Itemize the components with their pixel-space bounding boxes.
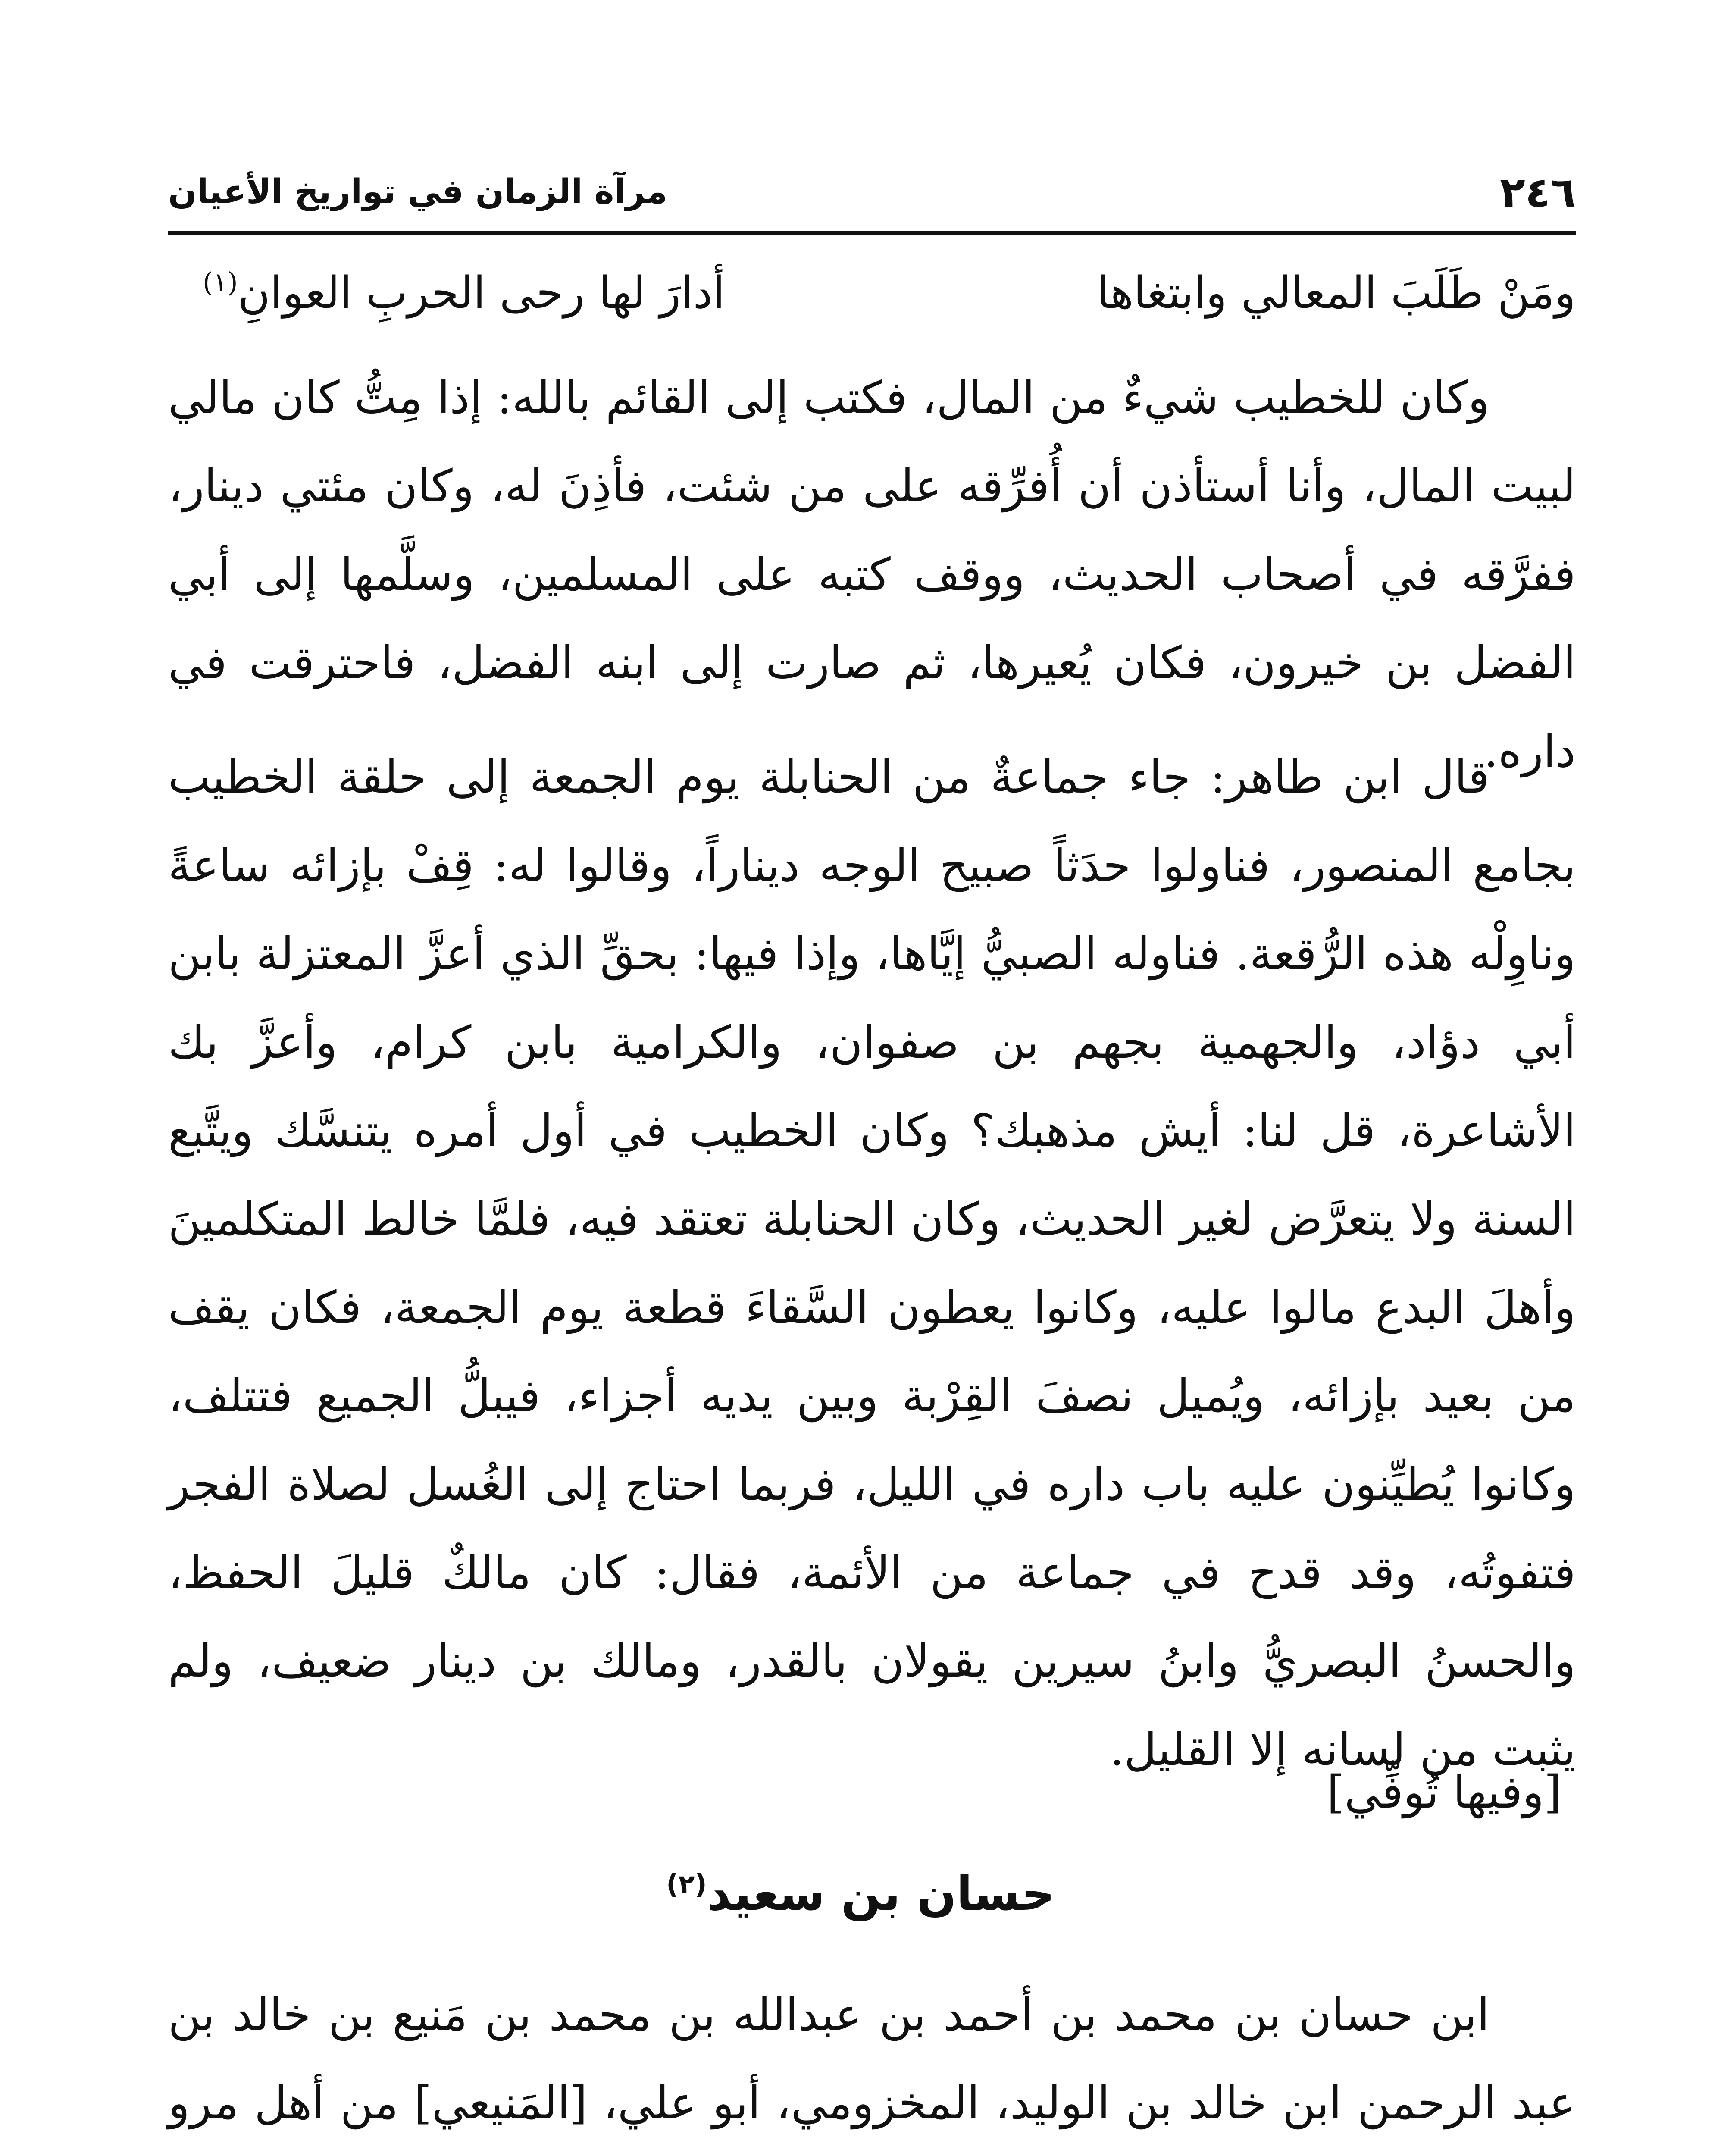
paragraph-block-3	[168, 1971, 1576, 2156]
verse-hemistich-1: ومَنْ طَلَبَ المعالي وابتغاها	[1097, 267, 1576, 319]
paragraph-block-2	[168, 733, 1576, 1794]
paragraph-block-1	[168, 354, 1576, 796]
biography-heading	[0, 1867, 1721, 1921]
footnote-ref-2: (٢)	[666, 1868, 707, 1900]
verse-hemistich-2	[203, 267, 725, 319]
footnote-ref-1: (١)	[203, 266, 238, 298]
page-number: ٢٤٦	[1500, 168, 1576, 216]
verse-hemistich-2-text: أدارَ لها رحى الحربِ العوانِ	[238, 267, 725, 319]
poetry-verse	[185, 250, 1576, 354]
heading-title: حسان بن سعيد	[707, 1867, 1055, 1921]
paragraph: وكان للخطيب شيءٌ من المال، فكتب إلى القائم بالله: إذا مِتُّ كان مالي لبيت المال، وأنا أستأذن أن أُفرِّقه على من شئت، فأذِنَ له، وكان مئتي دينار، ففرَّقه في أصحاب الحديث، ووقف كتبه على المسلمين، وسلَّمها إلى أبي الفضل بن خيرون، فكان يُعيرها، ثم صارت إلى ابنه الفضل، فاحترقت في داره.	[168, 371, 1576, 777]
paragraph: ابن حسان بن محمد بن أحمد بن عبدالله بن محمد بن مَنيع بن خالد بن عبد الرحمن ابن خالد بن الوليد، المخزومي، أبو علي، [المَنيعي] من أهل مرو	[168, 1988, 1576, 2129]
header-rule	[168, 231, 1576, 235]
section-marker: [وفيها تُوفِّي]	[1327, 1766, 1561, 1818]
book-title: مرآة الزمان في تواريخ الأعيان	[168, 172, 668, 211]
paragraph: قال ابن طاهر: جاء جماعةٌ من الحنابلة يوم الجمعة إلى حلقة الخطيب بجامع المنصور، فناولوا حدَثاً صبيح الوجه ديناراً، وقالوا له: قِفْ بإزائه ساعةً وناوِلْه هذه الرُّقعة. فناوله الصبيُّ إيَّاها، وإذا فيها: بحقِّ الذي أعزَّ المعتزلة بابن أبي دؤاد، والجهمية بجهم بن صفوان، والكرامية بابن كرام، وأعزَّ بك الأشاعرة، قل لنا: أيش مذهبك؟ وكان الخطيب في أول أمره يتنسَّك ويتَّبع السنة ولا يتعرَّض لغير الحديث، وكان الحنابلة تعتقد فيه، فلمَّا خالط المتكلمينَ وأهلَ البدع مالوا عليه، وكانوا يعطون السَّقاءَ قطعة يوم الجمعة، فكان يقف من بعيد بإزائه، ويُميل نصفَ القِرْبة وبين يديه أجزاء، فيبلُّ الجميع فتتلف، وكانوا يُطيِّنون عليه باب داره في الليل، فربما احتاج إلى الغُسل لصلاة الفجر فتفوتُه، وقد قدح في جماعة من الأئمة، فقال: كان مالكٌ قليلَ الحفظ، والحسنُ البصريُّ وابنُ سيرين يقولان بالقدر، ومالك بن دينار ضعيف، ولم يثبت من لسانه إلا القليل.	[168, 751, 1576, 1776]
running-header	[168, 160, 1576, 229]
